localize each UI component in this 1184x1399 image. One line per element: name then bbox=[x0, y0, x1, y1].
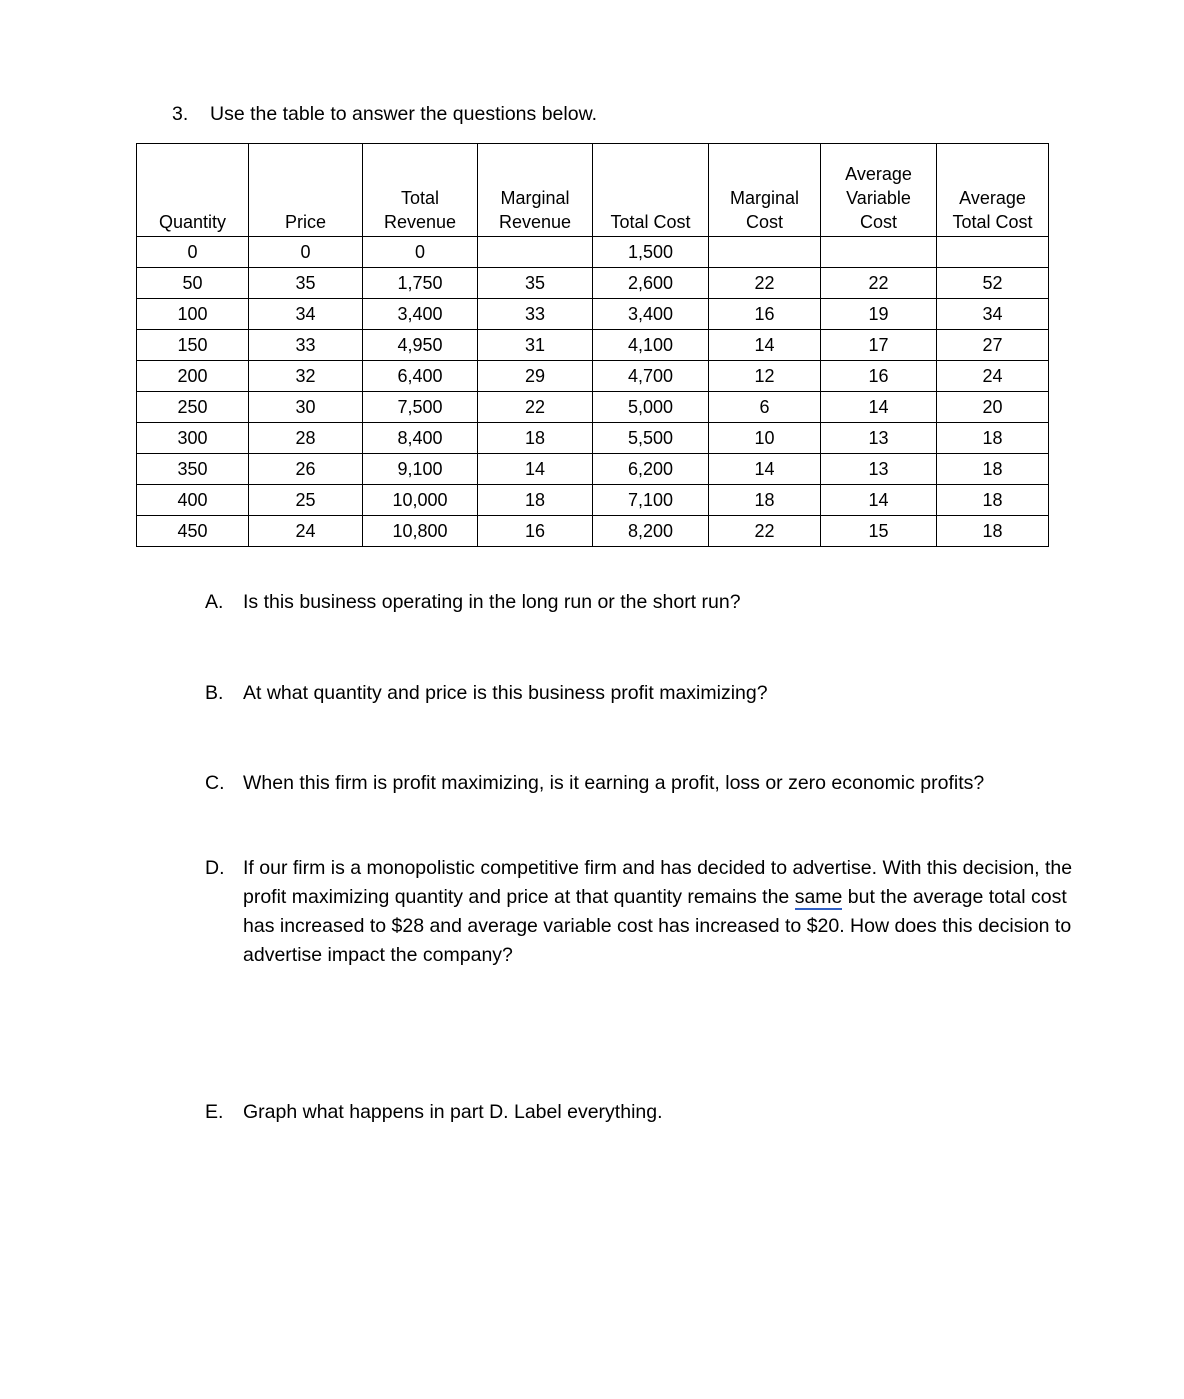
header-line: Price bbox=[284, 212, 326, 232]
column-header-price bbox=[249, 144, 363, 237]
header-line: Total Cost bbox=[952, 212, 1033, 232]
cell-average-total-cost: 52 bbox=[937, 268, 1049, 299]
cell-quantity: 150 bbox=[137, 330, 249, 361]
cell-price: 0 bbox=[249, 237, 363, 268]
sub-question-b-text: At what quantity and price is this business profit maximizing? bbox=[243, 682, 768, 704]
cell-total-cost: 4,100 bbox=[593, 330, 709, 361]
cell-quantity: 200 bbox=[137, 361, 249, 392]
sub-question-c bbox=[205, 769, 1055, 798]
cell-quantity: 400 bbox=[137, 485, 249, 516]
cell-marginal-cost: 16 bbox=[709, 299, 821, 330]
cell-average-total-cost bbox=[937, 237, 1049, 268]
table-body bbox=[137, 237, 1049, 547]
cell-marginal-revenue: 35 bbox=[478, 268, 593, 299]
cell-marginal-revenue: 33 bbox=[478, 299, 593, 330]
cell-price: 26 bbox=[249, 454, 363, 485]
table-row bbox=[137, 516, 1049, 547]
cell-total-revenue: 9,100 bbox=[363, 454, 478, 485]
table-row bbox=[137, 237, 1049, 268]
cell-average-total-cost: 27 bbox=[937, 330, 1049, 361]
cell-average-total-cost: 18 bbox=[937, 485, 1049, 516]
cell-total-revenue: 3,400 bbox=[363, 299, 478, 330]
cell-quantity: 450 bbox=[137, 516, 249, 547]
sub-question-b-marker: B. bbox=[205, 682, 224, 704]
cell-average-variable-cost: 14 bbox=[821, 485, 937, 516]
cell-average-total-cost: 18 bbox=[937, 423, 1049, 454]
cell-total-cost: 7,100 bbox=[593, 485, 709, 516]
cell-quantity: 100 bbox=[137, 299, 249, 330]
header-line: Total Cost bbox=[610, 212, 691, 232]
sub-question-b bbox=[205, 679, 1025, 708]
cell-total-cost: 5,000 bbox=[593, 392, 709, 423]
cell-average-variable-cost: 14 bbox=[821, 392, 937, 423]
cell-total-revenue: 0 bbox=[363, 237, 478, 268]
cell-total-cost: 6,200 bbox=[593, 454, 709, 485]
column-header-average-total-cost bbox=[937, 144, 1049, 237]
sub-question-a-text: Is this business operating in the long run or the short run? bbox=[243, 591, 741, 613]
cell-average-total-cost: 34 bbox=[937, 299, 1049, 330]
question-prompt: Use the table to answer the questions below. bbox=[210, 103, 597, 125]
table-row bbox=[137, 299, 1049, 330]
cell-total-revenue: 10,000 bbox=[363, 485, 478, 516]
cell-marginal-revenue bbox=[478, 237, 593, 268]
cell-marginal-cost: 18 bbox=[709, 485, 821, 516]
cell-total-cost: 5,500 bbox=[593, 423, 709, 454]
sub-question-e-marker: E. bbox=[205, 1101, 224, 1123]
sub-question-a-marker: A. bbox=[205, 591, 224, 613]
sub-question-d-text bbox=[243, 854, 1073, 970]
cell-marginal-revenue: 29 bbox=[478, 361, 593, 392]
sub-question-c-marker: C. bbox=[205, 772, 225, 794]
cell-total-revenue: 6,400 bbox=[363, 361, 478, 392]
sub-question-d bbox=[205, 854, 1073, 970]
sub-question-e bbox=[205, 1098, 1025, 1127]
cell-price: 28 bbox=[249, 423, 363, 454]
cell-average-variable-cost: 15 bbox=[821, 516, 937, 547]
table-row bbox=[137, 423, 1049, 454]
table-header-row bbox=[137, 144, 1049, 237]
sub-question-e-text: Graph what happens in part D. Label everything. bbox=[243, 1101, 663, 1123]
cell-marginal-revenue: 22 bbox=[478, 392, 593, 423]
cell-marginal-cost: 22 bbox=[709, 516, 821, 547]
table-row bbox=[137, 454, 1049, 485]
header-line: Cost bbox=[859, 212, 897, 232]
cell-total-cost: 2,600 bbox=[593, 268, 709, 299]
cell-average-total-cost: 20 bbox=[937, 392, 1049, 423]
cell-marginal-cost: 14 bbox=[709, 454, 821, 485]
cell-price: 35 bbox=[249, 268, 363, 299]
sub-question-d-text-after: but the average total cost has increased to $28 and average variable cost has increased to $20. How does this decision to advertise impact the company? bbox=[243, 886, 1072, 966]
cell-average-variable-cost: 13 bbox=[821, 423, 937, 454]
header-line: Marginal bbox=[729, 188, 800, 208]
sub-question-c-text: When this firm is profit maximizing, is it earning a profit, loss or zero economic profits? bbox=[243, 772, 985, 794]
cell-average-variable-cost bbox=[821, 237, 937, 268]
cell-average-total-cost: 18 bbox=[937, 516, 1049, 547]
column-header-marginal-cost bbox=[709, 144, 821, 237]
column-header-total-cost bbox=[593, 144, 709, 237]
cell-quantity: 50 bbox=[137, 268, 249, 299]
cell-total-cost: 4,700 bbox=[593, 361, 709, 392]
header-line: Quantity bbox=[158, 212, 227, 232]
cell-average-variable-cost: 17 bbox=[821, 330, 937, 361]
cell-average-total-cost: 24 bbox=[937, 361, 1049, 392]
cell-marginal-revenue: 18 bbox=[478, 423, 593, 454]
header-line: Total bbox=[400, 188, 440, 208]
cell-marginal-revenue: 14 bbox=[478, 454, 593, 485]
column-header-average-variable-cost bbox=[821, 144, 937, 237]
cell-total-revenue: 7,500 bbox=[363, 392, 478, 423]
header-line: Revenue bbox=[498, 212, 572, 232]
cell-average-variable-cost: 13 bbox=[821, 454, 937, 485]
question-number: 3. bbox=[172, 103, 189, 125]
cell-quantity: 0 bbox=[137, 237, 249, 268]
cell-marginal-cost: 6 bbox=[709, 392, 821, 423]
table-row bbox=[137, 361, 1049, 392]
column-header-marginal-revenue bbox=[478, 144, 593, 237]
cell-total-revenue: 8,400 bbox=[363, 423, 478, 454]
cell-marginal-cost: 10 bbox=[709, 423, 821, 454]
header-line: Cost bbox=[745, 212, 783, 232]
sub-question-a bbox=[205, 588, 1025, 617]
table-row bbox=[137, 330, 1049, 361]
cell-marginal-revenue: 18 bbox=[478, 485, 593, 516]
table-row bbox=[137, 268, 1049, 299]
cell-price: 30 bbox=[249, 392, 363, 423]
cell-total-cost: 1,500 bbox=[593, 237, 709, 268]
sub-question-d-text-before: If our firm is a monopolistic competitive firm and has decided to advertise. With this decision, the profit maximizing quantity and price at that quantity remains the bbox=[243, 857, 1073, 908]
cell-quantity: 300 bbox=[137, 423, 249, 454]
cell-marginal-revenue: 16 bbox=[478, 516, 593, 547]
cell-average-variable-cost: 22 bbox=[821, 268, 937, 299]
cell-marginal-cost: 12 bbox=[709, 361, 821, 392]
header-line: Marginal bbox=[500, 188, 570, 208]
cell-quantity: 250 bbox=[137, 392, 249, 423]
header-line: Revenue bbox=[383, 212, 457, 232]
cell-marginal-cost: 22 bbox=[709, 268, 821, 299]
cell-price: 25 bbox=[249, 485, 363, 516]
cell-price: 24 bbox=[249, 516, 363, 547]
table-header bbox=[137, 144, 1049, 237]
cost-revenue-table bbox=[136, 143, 1049, 547]
question-3-heading bbox=[172, 101, 597, 127]
table-row bbox=[137, 485, 1049, 516]
column-header-quantity bbox=[137, 144, 249, 237]
cell-price: 33 bbox=[249, 330, 363, 361]
cell-total-revenue: 10,800 bbox=[363, 516, 478, 547]
cell-average-total-cost: 18 bbox=[937, 454, 1049, 485]
cell-total-cost: 3,400 bbox=[593, 299, 709, 330]
table-row bbox=[137, 392, 1049, 423]
cell-price: 34 bbox=[249, 299, 363, 330]
cell-average-variable-cost: 16 bbox=[821, 361, 937, 392]
cell-average-variable-cost: 19 bbox=[821, 299, 937, 330]
header-line: Average bbox=[845, 164, 912, 184]
cell-total-cost: 8,200 bbox=[593, 516, 709, 547]
cell-total-revenue: 1,750 bbox=[363, 268, 478, 299]
cell-marginal-cost bbox=[709, 237, 821, 268]
grammar-flagged-word[interactable]: same bbox=[794, 886, 843, 908]
header-line: Average bbox=[959, 188, 1026, 208]
header-line: Variable bbox=[846, 188, 911, 208]
column-header-total-revenue bbox=[363, 144, 478, 237]
cell-marginal-cost: 14 bbox=[709, 330, 821, 361]
cell-price: 32 bbox=[249, 361, 363, 392]
cell-quantity: 350 bbox=[137, 454, 249, 485]
sub-question-d-marker: D. bbox=[205, 857, 225, 879]
cell-total-revenue: 4,950 bbox=[363, 330, 478, 361]
cell-marginal-revenue: 31 bbox=[478, 330, 593, 361]
